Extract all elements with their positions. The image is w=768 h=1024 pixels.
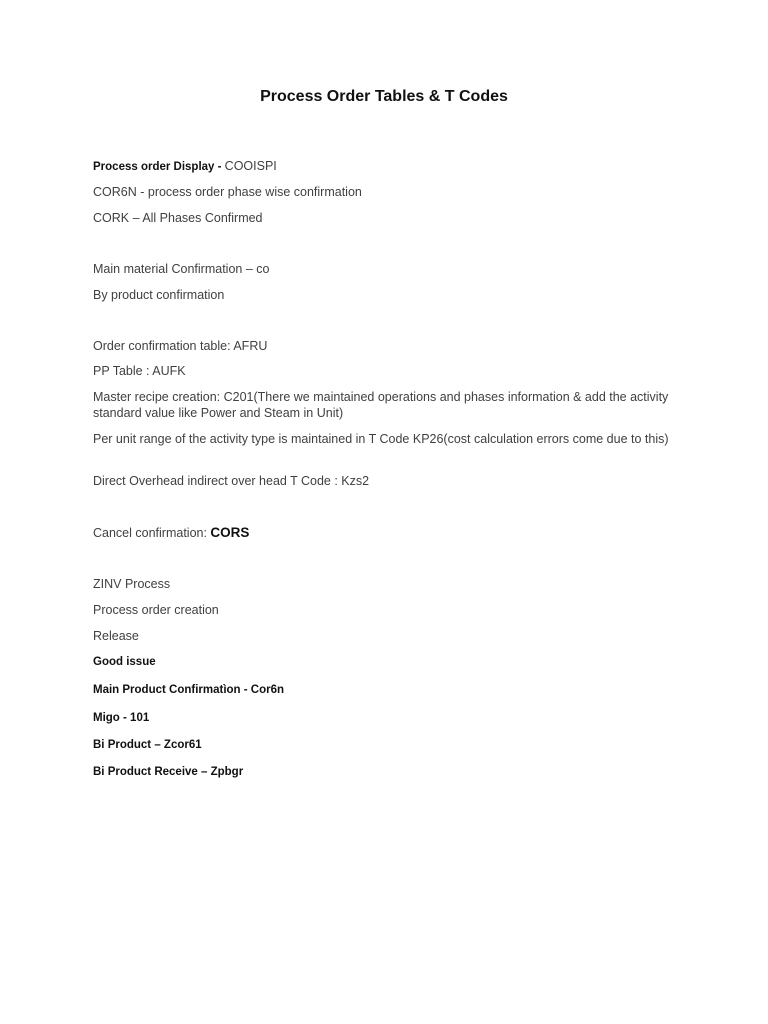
- process-order-display-code: COOISPI: [224, 159, 277, 173]
- process-order-creation-line: Process order creation: [93, 603, 219, 617]
- per-unit-range-line: Per unit range of the activity type is maintained in T Code KP26(cost calculation errors come due to this): [93, 432, 669, 446]
- bi-product-receive-line: Bi Product Receive – Zpbgr: [93, 766, 244, 778]
- main-material-line: Main material Confirmation – co: [93, 262, 270, 276]
- process-order-display-label: Process order Display -: [93, 161, 225, 173]
- bi-product-line: Bi Product – Zcor61: [93, 739, 202, 751]
- cor6n-line: COR6N - process order phase wise confirmation: [93, 185, 362, 199]
- main-product-confirmation-line: Main Product Confirmatìon - Cor6n: [93, 684, 285, 696]
- master-recipe-line: Master recipe creation: C201(There we maintained operations and phases information & add the activity standard value like Power and Steam in Unit): [93, 390, 669, 420]
- cancel-confirmation-code: CORS: [210, 525, 250, 540]
- process-order-display-line: [93, 158, 683, 175]
- cork-line: CORK – All Phases Confirmed: [93, 211, 263, 225]
- pp-table-line: PP Table : AUFK: [93, 364, 186, 378]
- cancel-confirmation-line: [93, 525, 683, 541]
- zinv-process-line: ZINV Process: [93, 577, 171, 591]
- good-issue-line: Good issue: [93, 656, 156, 668]
- migo-line: Migo - 101: [93, 712, 150, 724]
- document-title: Process Order Tables & T Codes: [260, 88, 508, 105]
- cancel-confirmation-label: Cancel confirmation:: [93, 526, 211, 540]
- direct-overhead-line: Direct Overhead indirect over head T Code : Kzs2: [93, 474, 370, 488]
- by-product-line: By product confirmation: [93, 288, 225, 302]
- release-line: Release: [93, 629, 139, 643]
- order-confirmation-table-line: Order confirmation table: AFRU: [93, 339, 268, 353]
